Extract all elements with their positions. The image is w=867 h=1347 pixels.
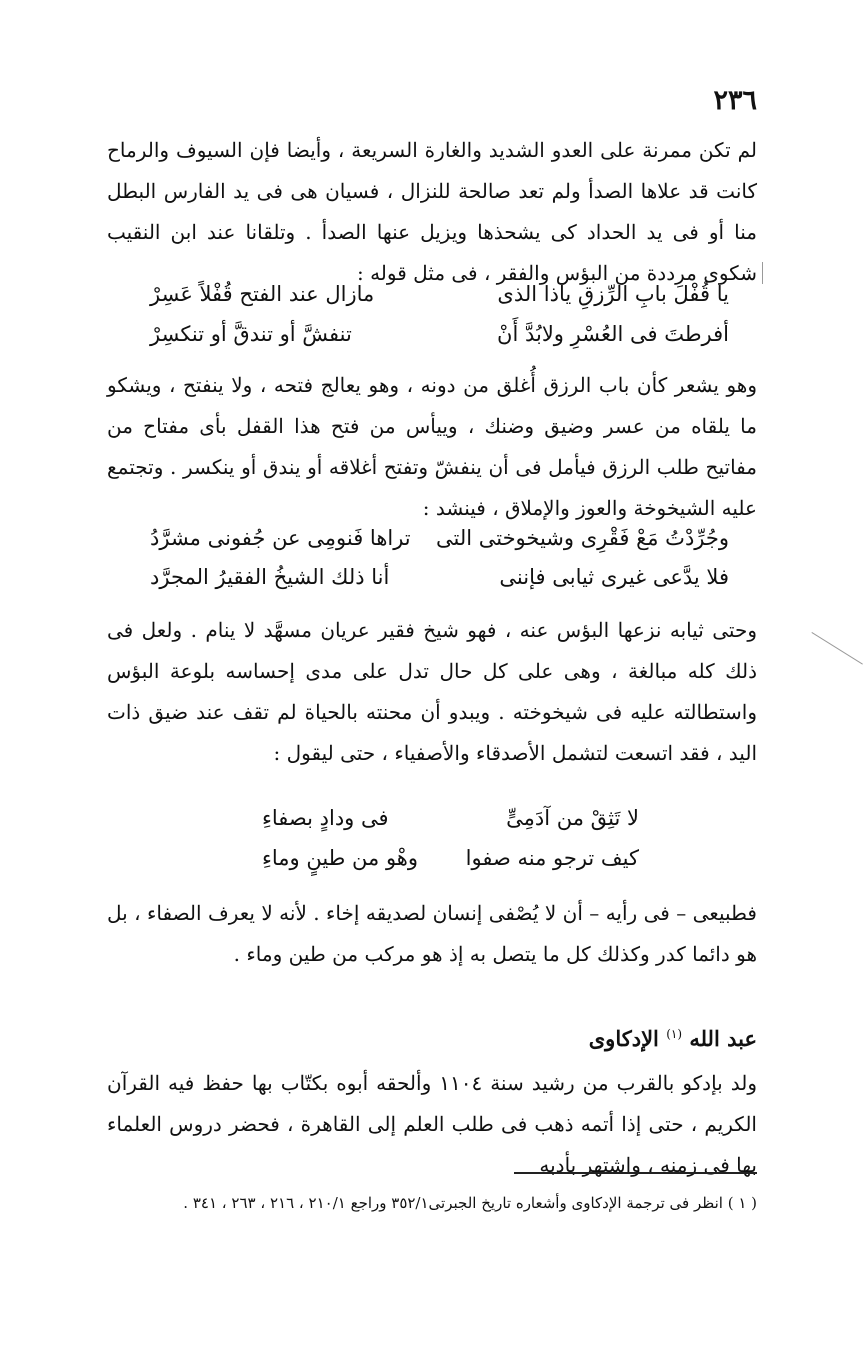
poem-1-line-2-second-hemistich: تنفشَّ أو تندقَّ أو تنكسِرْ xyxy=(150,322,352,346)
section-heading xyxy=(589,1018,757,1055)
poem-1-line-1-first-hemistich: يا قُفْلَ بابِ الرِّزقِ ياذا الذى xyxy=(497,282,729,306)
poem-1-line-1-second-hemistich: مازال عند الفتح قُفْلاً عَسِرْ xyxy=(150,282,375,306)
poem-3-line-2-second-hemistich: وهْو من طينٍ وماءِ xyxy=(262,846,419,870)
paragraph-4: فطبيعى – فى رأيه – أن لا يُصْفى إنسان لصديقه إخاء . لأنه لا يعرف الصفاء ، بل هو دائما كدر وكذلك كل ما يتصل به إذ هو مركب من طين وماء . xyxy=(107,901,757,966)
footnote-references: ٣٥٢/١ وراجع ٢١٠/١ ، ٢١٦ ، ٢٦٣ ، ٣٤١ . xyxy=(183,1194,429,1212)
paragraph-5: ولد بإدكو بالقرب من رشيد سنة ١١٠٤ وألحقه أبوه بكتّاب بها حفظ فيه القرآن الكريم ، حتى إذا أتمه ذهب فى طلب العلم إلى القاهرة ، فحضر دروس العلماء بها فى زمنه ، واشتهر بأدبه xyxy=(107,1071,757,1177)
paragraph-2: وهو يشعر كأن باب الرزق أُغلق من دونه ، وهو يعالج فتحه ، ولا ينفتح ، ويشكو ما يلقاه من عسر وضيق وضنك ، وييأس من فتح هذا القفل بأى مفتاح من مفاتيح طلب الرزق فيأمل فى أن ينفشّ وتفتح أغلاقه أو يندق أو ينكسر . وتجتمع عليه الشيخوخة والعوز والإملاق ، فينشد : xyxy=(107,373,757,520)
poem-2-line-1-second-hemistich: تراها فَنومِى عن جُفونى مشرَّدُ xyxy=(150,526,411,550)
poem-2-line-2-second-hemistich: أنا ذلك الشيخُ الفقيرُ المجرَّد xyxy=(150,565,390,589)
paragraph-1: لم تكن ممرنة على العدو الشديد والغارة السريعة ، وأيضا فإن السيوف والرماح كانت قد علاها الصدأ ولم تعد صالحة للنزال ، فسيان هى فى يد الفارس البطل منا أو فى يد الحداد كى يشحذها ويزيل عنها الصدأ . وتلقانا عند ابن النقيب شكوى مرددة من البؤس والفقر ، فى مثل قوله : xyxy=(107,138,757,285)
poem-2-line-1-first-hemistich: وجُرِّدْتُ مَعْ فَقْرِى وشيخوختى التى xyxy=(435,526,729,550)
footnote-separator xyxy=(514,1172,757,1174)
scan-artifact-mark xyxy=(762,262,763,284)
poem-1-line-2-first-hemistich: أفرطتَ فى العُسْرِ ولابُدَّ أَنْ xyxy=(497,322,729,346)
poem-3-line-2-first-hemistich: كيف ترجو منه صفوا xyxy=(465,846,639,870)
paragraph-3: وحتى ثيابه نزعها البؤس عنه ، فهو شيخ فقير عريان مسهَّد لا ينام . ولعل فى ذلك كله مبالغة ، وهى على كل حال تدل على مدى إحساسه بلوعة البؤس واستطالته عليه فى شيخوخته . ويبدو أن محنته بالحياة لم تقف عند ضيق ذات اليد ، فقد اتسعت لتشمل الأصدقاء والأصفياء ، حتى ليقول : xyxy=(107,618,757,765)
section-heading-title-rest: الإدكاوى xyxy=(588,1026,659,1051)
poem-3-line-1-first-hemistich: لا تَثِقْ من آدَمِىٍّ xyxy=(506,806,639,830)
poem-3-line-1-second-hemistich: فى ودادٍ بصفاءِ xyxy=(262,806,389,830)
footnote-marker: (١) xyxy=(666,1027,683,1041)
page-number: ٢٣٦ xyxy=(713,85,757,116)
poem-2-line-2-first-hemistich: فلا يدَّعى غيرى ثيابى فإننى xyxy=(499,565,729,589)
section-heading-title: عبد الله xyxy=(689,1026,757,1051)
footnote xyxy=(131,1190,757,1216)
footnote-text: ( ١ ) انظر فى ترجمة الإدكاوى وأشعاره تاريخ الجبرتى xyxy=(428,1194,757,1212)
